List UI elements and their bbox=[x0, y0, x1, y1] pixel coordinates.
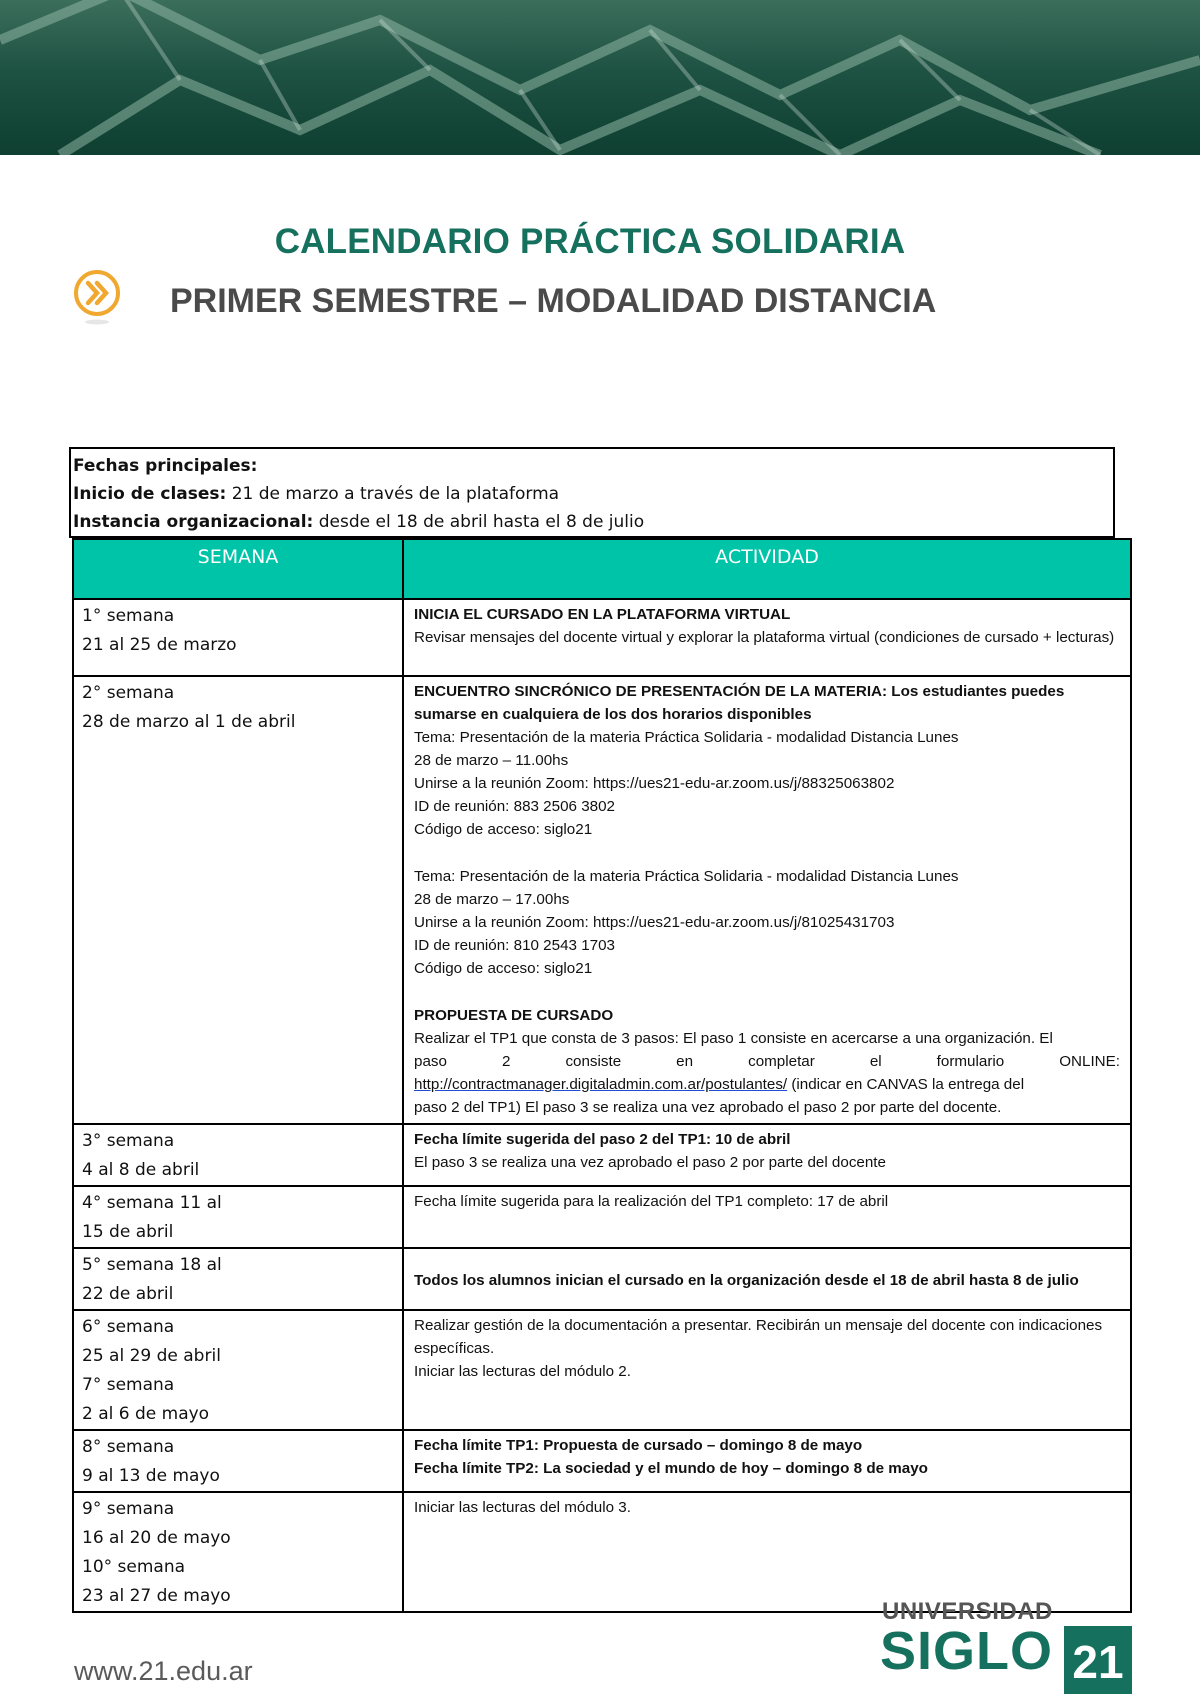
start-label: Inicio de clases: bbox=[73, 484, 227, 504]
proposal-text: paso 2 del TP1) El paso 3 se realiza una vez aprobado el paso 2 por parte del docente. bbox=[414, 1099, 1002, 1116]
table-row bbox=[73, 1186, 1131, 1248]
week-dates: 23 al 27 de mayo bbox=[82, 1586, 231, 1606]
activity-title: Fecha límite sugerida del paso 2 del TP1: 10 de abril bbox=[414, 1131, 791, 1148]
week-label: 4° semana 11 al bbox=[82, 1193, 222, 1213]
week-label: 6° semana bbox=[82, 1317, 175, 1337]
week-label: 8° semana bbox=[82, 1437, 175, 1457]
footer-website[interactable]: www.21.edu.ar bbox=[74, 1656, 253, 1686]
logo-siglo-text: SIGLO bbox=[880, 1621, 1054, 1681]
activity-cell bbox=[403, 1492, 1131, 1612]
activity-cell bbox=[403, 599, 1131, 676]
week-dates: 28 de marzo al 1 de abril bbox=[82, 712, 296, 732]
session-time: 28 de marzo – 11.00hs bbox=[414, 752, 569, 769]
activity-text: Revisar mensajes del docente virtual y explorar la plataforma virtual (condiciones de cursado + lecturas) bbox=[414, 629, 1115, 646]
proposal-text: Realizar el TP1 que consta de 3 pasos: El paso 1 consiste en acercarse a una organización. El bbox=[414, 1030, 1053, 1047]
activity-title: INICIA EL CURSADO EN LA PLATAFORMA VIRTUAL bbox=[414, 606, 791, 623]
header-activity: ACTIVIDAD bbox=[403, 539, 1131, 599]
week-label: 9° semana bbox=[82, 1499, 175, 1519]
logo-21-mark bbox=[1064, 1626, 1132, 1694]
org-value: desde el 18 de abril hasta el 8 de julio bbox=[313, 512, 645, 532]
week-cell bbox=[73, 1248, 403, 1310]
week-label: 2° semana bbox=[82, 683, 175, 703]
activity-text: Fecha límite sugerida para la realización del TP1 completo: 17 de abril bbox=[414, 1193, 889, 1210]
week-label: 10° semana bbox=[82, 1557, 186, 1577]
page-title: CALENDARIO PRÁCTICA SOLIDARIA bbox=[274, 222, 906, 261]
table-row bbox=[73, 676, 1131, 1124]
activity-text: Iniciar las lecturas del módulo 2. bbox=[414, 1363, 631, 1380]
double-arrow-icon bbox=[72, 268, 126, 328]
session-meeting-id: ID de reunión: 883 2506 3802 bbox=[414, 798, 615, 815]
start-value: 21 de marzo a través de la plataforma bbox=[226, 484, 560, 504]
session-time: 28 de marzo – 17.00hs bbox=[414, 891, 570, 908]
activity-text: Realizar gestión de la documentación a presentar. Recibirán un mensaje del docente con indicaciones específicas. bbox=[414, 1317, 1103, 1357]
logo-university-text: UNIVERSIDAD bbox=[882, 1598, 1053, 1625]
week-dates: 25 al 29 de abril bbox=[82, 1346, 221, 1366]
session-meeting-id: ID de reunión: 810 2543 1703 bbox=[414, 937, 615, 954]
week-dates: 2 al 6 de mayo bbox=[82, 1404, 210, 1424]
activity-text: Iniciar las lecturas del módulo 3. bbox=[414, 1499, 631, 1516]
week-dates: 9 al 13 de mayo bbox=[82, 1466, 220, 1486]
week-dates: 4 al 8 de abril bbox=[82, 1160, 200, 1180]
table-row bbox=[73, 1124, 1131, 1186]
activity-cell bbox=[403, 1186, 1131, 1248]
postulantes-link[interactable]: http://contractmanager.digitaladmin.com.ar/postulantes/ bbox=[414, 1076, 788, 1093]
activity-title: ENCUENTRO SINCRÓNICO DE PRESENTACIÓN DE LA MATERIA: Los estudiantes puedes sumarse en cualquiera de los dos horarios disponibles bbox=[414, 683, 1065, 723]
week-cell bbox=[73, 599, 403, 676]
key-dates-heading: Fechas principales: bbox=[73, 456, 258, 476]
week-label: 3° semana bbox=[82, 1131, 175, 1151]
table-row bbox=[73, 1310, 1131, 1430]
week-cell bbox=[73, 1310, 403, 1430]
activity-text: El paso 3 se realiza una vez aprobado el paso 2 por parte del docente bbox=[414, 1154, 886, 1171]
week-dates: 21 al 25 de marzo bbox=[82, 635, 237, 655]
activity-cell bbox=[403, 1124, 1131, 1186]
logo-number: 21 bbox=[1072, 1636, 1124, 1688]
week-cell bbox=[73, 1124, 403, 1186]
schedule-table bbox=[72, 538, 1132, 1613]
page-subtitle: PRIMER SEMESTRE – MODALIDAD DISTANCIA bbox=[170, 282, 937, 320]
table-row bbox=[73, 1492, 1131, 1612]
activity-cell bbox=[403, 1248, 1131, 1310]
activity-cell bbox=[403, 676, 1131, 1124]
session-zoom-link[interactable]: Unirse a la reunión Zoom: https://ues21-edu-ar.zoom.us/j/88325063802 bbox=[414, 775, 895, 792]
week-dates: 16 al 20 de mayo bbox=[82, 1528, 231, 1548]
week-cell bbox=[73, 1186, 403, 1248]
week-label: 5° semana 18 al bbox=[82, 1255, 222, 1275]
university-logo bbox=[880, 1598, 1140, 1694]
header-banner-image bbox=[0, 0, 1200, 155]
activity-title: Fecha límite TP1: Propuesta de cursado – domingo 8 de mayo bbox=[414, 1437, 863, 1454]
table-row bbox=[73, 1248, 1131, 1310]
week-cell bbox=[73, 1492, 403, 1612]
week-dates: 22 de abril bbox=[82, 1284, 174, 1304]
week-cell bbox=[73, 1430, 403, 1492]
session-topic: Tema: Presentación de la materia Práctica Solidaria - modalidad Distancia Lunes bbox=[414, 868, 959, 885]
session-access-code: Código de acceso: siglo21 bbox=[414, 821, 593, 838]
week-dates: 15 de abril bbox=[82, 1222, 174, 1242]
week-cell bbox=[73, 676, 403, 1124]
proposal-title: PROPUESTA DE CURSADO bbox=[414, 1007, 614, 1024]
activity-cell bbox=[403, 1430, 1131, 1492]
week-label: 7° semana bbox=[82, 1375, 175, 1395]
activity-title: Todos los alumnos inician el cursado en la organización desde el 18 de abril hasta 8 de julio bbox=[414, 1272, 1079, 1289]
week-label: 1° semana bbox=[82, 606, 175, 626]
org-label: Instancia organizacional: bbox=[73, 512, 314, 532]
key-dates-box bbox=[69, 447, 1115, 538]
table-header-row bbox=[73, 539, 1131, 599]
session-topic: Tema: Presentación de la materia Práctica Solidaria - modalidad Distancia Lunes bbox=[414, 729, 959, 746]
table-row bbox=[73, 1430, 1131, 1492]
session-access-code: Código de acceso: siglo21 bbox=[414, 960, 593, 977]
activity-title: Fecha límite TP2: La sociedad y el mundo de hoy – domingo 8 de mayo bbox=[414, 1460, 928, 1477]
session-zoom-link[interactable]: Unirse a la reunión Zoom: https://ues21-edu-ar.zoom.us/j/81025431703 bbox=[414, 914, 895, 931]
activity-cell bbox=[403, 1310, 1131, 1430]
proposal-text: (indicar en CANVAS la entrega del bbox=[787, 1076, 1025, 1093]
table-row bbox=[73, 599, 1131, 676]
proposal-text: paso 2 consiste en completar el formulario ONLINE: bbox=[414, 1053, 1120, 1070]
header-week: SEMANA bbox=[73, 539, 403, 599]
